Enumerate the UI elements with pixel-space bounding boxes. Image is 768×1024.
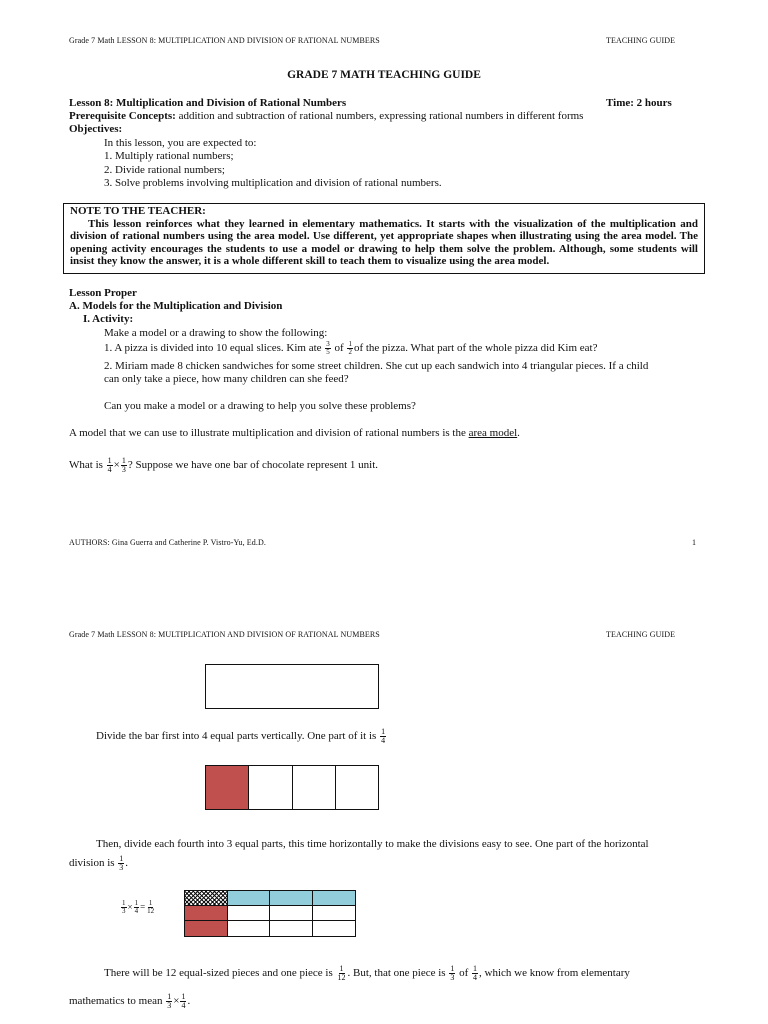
area-model-sentence: A model that we can use to illustrate multiplication and division of rational numbers is the area model. xyxy=(69,427,520,439)
fraction: $\frac{1}{3}$ xyxy=(167,991,172,1010)
chocolate-bar-whole xyxy=(205,664,379,709)
teacher-note-box xyxy=(63,203,705,274)
chocolate-bar-fourths xyxy=(205,765,379,810)
grid-cell xyxy=(185,906,228,921)
objective-item: 3. Solve problems involving multiplication and division of rational numbers. xyxy=(104,177,442,189)
fraction: $\frac{1}{12}$ xyxy=(147,899,155,916)
fraction: $\frac{1}{4}$ xyxy=(381,726,386,745)
prerequisite-label: Prerequisite Concepts: xyxy=(69,110,176,122)
lesson-time: Time: 2 hours xyxy=(606,97,672,109)
bar-part xyxy=(336,766,378,809)
activity-item-2-line2: can only take a piece, how many children can she feed? xyxy=(104,373,349,385)
multiplication-equation: $\frac{1}{3}$ × $\frac{1}{4}$ = $\frac{1}{12}$ xyxy=(122,899,155,916)
fraction: $\frac{1}{3}$ xyxy=(119,853,124,872)
pieces-sentence: There will be 12 equal-sized pieces and one piece is $\frac{1}{12}$ . But, that one piece is $\frac{1}{3}$ of $\frac{1}{4}$ , which we know from elementary xyxy=(104,963,630,982)
objective-item: 1. Multiply rational numbers; xyxy=(104,150,234,162)
teacher-note-text: This lesson reinforces what they learned in elementary mathematics. It starts with the visualization of the multiplication and division of rational numbers using the area model. Use different, yet appropriate shapes when illustrating using the area model. The opening activity encourages the students to use a model or drawing to help them solve the problem. Although, some students will insist they know the answer, it is a whole different skill to teach them to visualize using the area model. xyxy=(70,217,698,267)
grid-cell xyxy=(270,906,313,921)
fraction: $\frac{1}{2}$ xyxy=(348,339,352,356)
grid-cell xyxy=(228,906,271,921)
item1-text-b: of the pizza. What part of the whole pizza did Kim eat? xyxy=(353,342,598,354)
grid-cell xyxy=(270,921,313,936)
activity-item-1 xyxy=(104,338,597,358)
lesson-proper-heading: Lesson Proper xyxy=(69,287,137,299)
page-number: 1 xyxy=(692,538,697,547)
fraction: $\frac{1}{12}$ xyxy=(337,963,346,982)
grid-cell xyxy=(228,921,271,936)
page-header-left: Grade 7 Math LESSON 8: MULTIPLICATION AND DIVISION OF RATIONAL NUMBERS xyxy=(69,36,380,45)
grid-cell xyxy=(313,891,356,906)
bar-part xyxy=(293,766,336,809)
bar-part xyxy=(249,766,292,809)
fraction: $\frac{3}{5}$ xyxy=(326,339,330,356)
lesson-title: Lesson 8: Multiplication and Division of Rational Numbers xyxy=(69,97,347,109)
activity-item-2-line1: 2. Miriam made 8 chicken sandwiches for some street children. She cut up each sandwich into 4 triangular pieces. If a child xyxy=(104,360,649,372)
fraction: $\frac{1}{4}$ xyxy=(473,963,477,982)
activity-intro: Make a model or a drawing to show the following: xyxy=(104,327,328,339)
mean-sentence: mathematics to mean $\frac{1}{3}$ × $\frac{1}{4}$ . xyxy=(69,991,191,1010)
divide-thirds-line2: division is $\frac{1}{3}$ . xyxy=(69,853,129,872)
overlap-cell xyxy=(185,891,228,906)
area-model-grid xyxy=(184,890,356,937)
document-title: GRADE 7 MATH TEACHING GUIDE xyxy=(287,69,481,81)
model-question: Can you make a model or a drawing to help you solve these problems? xyxy=(104,400,416,412)
grid-cell xyxy=(313,906,356,921)
fraction: $\frac{1}{3}$ xyxy=(121,455,126,474)
fraction: $\frac{1}{4}$ xyxy=(134,899,139,916)
what-is-question: What is $\frac{1}{4}$ × $\frac{1}{3}$ ? Suppose we have one bar of chocolate represent 1 unit. xyxy=(69,455,379,474)
grid-cell xyxy=(185,921,228,936)
teacher-note-title: NOTE TO THE TEACHER: xyxy=(70,205,206,217)
fraction: $\frac{1}{3}$ xyxy=(450,963,455,982)
page-header-left: Grade 7 Math LESSON 8: MULTIPLICATION AND DIVISION OF RATIONAL NUMBERS xyxy=(69,630,380,639)
fraction: $\frac{1}{4}$ xyxy=(107,455,112,474)
page-header-right: TEACHING GUIDE xyxy=(606,630,676,639)
shaded-fourth xyxy=(206,766,249,809)
authors-footer: AUTHORS: Gina Guerra and Catherine P. Vistro-Yu, Ed.D. xyxy=(69,538,266,547)
fraction: $\frac{1}{4}$ xyxy=(181,991,186,1010)
grid-cell xyxy=(228,891,271,906)
grid-cell xyxy=(313,921,356,936)
objectives-intro: In this lesson, you are expected to: xyxy=(104,137,257,149)
item1-of: of xyxy=(334,342,344,354)
divide-fourths-sentence: Divide the bar first into 4 equal parts vertically. One part of it is $\frac{1}{4}$ xyxy=(96,726,386,745)
objectives-label: Objectives: xyxy=(69,123,123,135)
area-model-term: area model xyxy=(468,427,518,439)
item1-text-a: 1. A pizza is divided into 10 equal slices. Kim ate xyxy=(104,342,322,354)
prerequisite-text: addition and subtraction of rational numbers, expressing rational numbers in different forms xyxy=(175,110,584,122)
activity-heading: I. Activity: xyxy=(83,313,134,325)
section-a-heading: A. Models for the Multiplication and Division xyxy=(69,300,283,312)
fraction: $\frac{1}{3}$ xyxy=(122,899,126,916)
page-header-right: TEACHING GUIDE xyxy=(606,36,676,45)
objective-item: 2. Divide rational numbers; xyxy=(104,164,225,176)
prerequisite-line xyxy=(69,110,583,122)
grid-cell xyxy=(270,891,313,906)
divide-thirds-line1: Then, divide each fourth into 3 equal parts, this time horizontally to make the divisions easy to see. One part of the horizontal xyxy=(96,838,649,850)
